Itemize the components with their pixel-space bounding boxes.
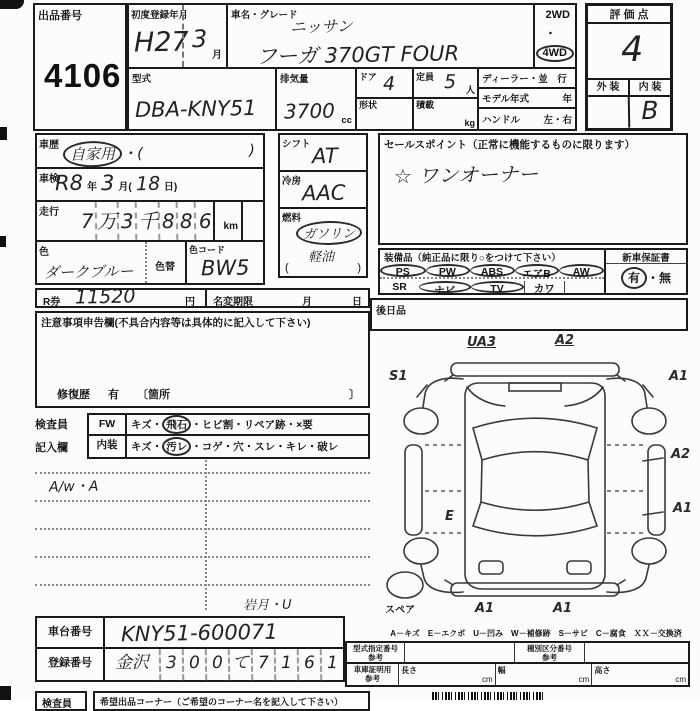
equipment-item: カワ	[524, 281, 564, 293]
type-designation-label: 型式指定番号	[353, 644, 398, 653]
dotted-rule	[35, 472, 370, 474]
model-code-label: 型式	[132, 74, 152, 85]
first-registration-month-cell	[182, 5, 226, 67]
ref-row2	[347, 664, 688, 685]
registration-digit: 3	[159, 649, 183, 680]
registration-prefix: 金沢	[114, 652, 150, 674]
mileage-digit: 3	[119, 202, 138, 240]
drive-separator: ・	[545, 28, 556, 40]
spare-tire-label: スペア	[385, 605, 415, 616]
inspector-row2-post: ・コゲ・穴・スレ・キレ・破レ	[191, 441, 339, 453]
equipment-item: AW	[559, 264, 604, 277]
first-registration-year: H27	[133, 26, 189, 59]
inspector-signature: 岩月・U	[242, 597, 292, 614]
model-code-box	[127, 67, 277, 131]
damage-legend: A－キズ E－エクボ U－凹み W－補修跡 S－サビ C－腐食 ＸＸ－交換済	[390, 629, 682, 638]
bottom-inspector-cell	[35, 691, 87, 711]
history-block	[35, 133, 265, 285]
equipment-item: PS	[380, 264, 426, 277]
score-header-row	[588, 78, 670, 97]
width-label: 幅	[497, 666, 506, 675]
type-designation-cell	[347, 643, 405, 662]
ref-suffix: 参考	[368, 653, 383, 663]
inspector-row2-pre: キズ・	[131, 441, 163, 453]
fuel-label: 燃料	[282, 213, 302, 224]
bottom-corner-label: 希望出品コーナー（ご希望のコーナー名を記入して下さい）	[100, 697, 344, 707]
width-cell	[496, 664, 593, 685]
chassis-label: 車台番号	[37, 618, 105, 647]
drive-type-box	[533, 3, 577, 69]
class-number-cell	[515, 643, 585, 662]
fuel-paren-open: (	[285, 262, 289, 274]
lot-number-box	[33, 3, 127, 131]
displacement-unit: cc	[341, 115, 352, 126]
color-value: ダークブルー	[43, 262, 134, 282]
capacity-load-box	[412, 67, 479, 131]
damage-marker: A1	[669, 369, 689, 384]
inspector-row2-key: 内装	[89, 436, 127, 457]
load-label: 積載	[416, 100, 435, 110]
first-registration-label: 初度登録年月	[131, 10, 189, 21]
car-schematic	[375, 333, 697, 625]
registration-row	[37, 649, 343, 680]
damage-diagram	[375, 333, 697, 625]
ac-label: 冷房	[282, 176, 302, 187]
history-value-selected: 自家用	[63, 141, 122, 168]
equipment-item: TV	[471, 281, 523, 293]
chassis-number: KNY51-600071	[120, 619, 278, 647]
model-year-unit: 年	[562, 94, 572, 105]
dotted-rule	[35, 528, 370, 530]
scan-mark	[0, 236, 6, 247]
damage-marker: A2	[555, 333, 575, 348]
equipment-label: 装備品（純正品に限り○をつけて下さい）	[384, 253, 561, 264]
bottom-inspector-label: 検査員	[42, 699, 72, 710]
equipment-row2	[380, 281, 604, 297]
handle-row	[479, 109, 575, 129]
inspection-month-unit: 月(	[118, 182, 132, 193]
score-box	[585, 3, 673, 131]
mileage-digit: 8	[178, 202, 197, 240]
ticket-row	[35, 285, 370, 309]
door-count: 4	[382, 72, 396, 96]
scan-mark	[0, 0, 24, 9]
bottom-cutoff-row	[35, 689, 370, 710]
capacity-label: 定員	[416, 72, 435, 82]
color-change-cell	[145, 242, 185, 283]
inspection-row	[37, 169, 263, 202]
ac-cell	[280, 172, 366, 209]
ac-value: AAC	[301, 180, 346, 206]
registration-digit: 1	[320, 649, 344, 680]
score-value: 4	[620, 29, 644, 71]
first-registration-box	[127, 3, 228, 69]
height-label: 高さ	[594, 666, 611, 675]
class-number-value	[585, 643, 688, 662]
inspector-table	[87, 413, 370, 459]
damage-marker: A2	[671, 447, 691, 462]
inspector-note: A/w・A	[48, 478, 99, 496]
score-title: 評 価 点	[588, 6, 670, 24]
inspector-row-interior	[89, 436, 368, 457]
repair-location-open: 〔箇所	[137, 389, 170, 401]
length-cell	[399, 664, 496, 685]
equipment-item: ナビ	[419, 281, 471, 293]
handle-options: 左・右	[543, 115, 572, 126]
inspector-row1-circled: 飛石	[162, 415, 191, 434]
shape-label: 形状	[359, 100, 378, 110]
maker-name: ニッサン	[289, 16, 353, 37]
ticket-label: R券	[43, 297, 61, 308]
door-cell	[357, 69, 412, 99]
month-suffix: 月	[212, 50, 222, 61]
capacity-unit: 人	[465, 85, 475, 95]
fuel-paren-close: )	[357, 262, 361, 274]
repair-location-close: 〕	[349, 389, 360, 401]
inspector-row-fw	[89, 415, 368, 436]
mileage-row	[37, 202, 263, 242]
color-change-label: 色替	[155, 262, 175, 273]
car-name-label: 車名・グレード	[231, 10, 298, 21]
equipment-row1	[380, 264, 604, 279]
name-change-day: 日	[352, 297, 362, 308]
type-designation-value	[405, 643, 515, 662]
exterior-grade	[588, 97, 631, 129]
dotted-rule	[35, 556, 370, 558]
registration-label: 登録番号	[37, 649, 105, 680]
model-year-row	[479, 89, 575, 109]
mileage-unit-cell	[213, 202, 243, 240]
warranty-label: 新車保証書	[606, 250, 686, 264]
mileage-digit: 8	[159, 202, 178, 240]
ticket-amount: 11520	[74, 285, 136, 309]
drive-2wd: 2WD	[545, 9, 570, 21]
fuel-gasoline-selected: ガソリン	[296, 220, 362, 245]
mileage-digit: 6	[198, 208, 212, 234]
inspection-year-unit: 年	[86, 182, 97, 193]
dotted-divider	[205, 460, 207, 610]
shift-label: シフト	[282, 139, 311, 150]
spec-column	[278, 133, 368, 278]
mileage-digit: 万	[97, 202, 120, 240]
exterior-label: 外 装	[588, 80, 630, 95]
interior-grade: B	[641, 95, 659, 126]
inspection-day: 18	[135, 172, 161, 196]
ref-suffix: 参考	[365, 674, 380, 684]
width-unit: cm	[578, 675, 590, 684]
color-label: 色	[39, 247, 49, 258]
dealer-label: ディーラー・並 行	[482, 74, 567, 85]
fuel-cell	[280, 209, 366, 276]
warranty-yes-selected: 有	[621, 267, 647, 289]
load-unit: kg	[464, 118, 475, 128]
displacement-label: 排気量	[280, 74, 309, 85]
dotted-rule	[35, 500, 370, 502]
sales-point-label: セールスポイント（正常に機能するものに限ります）	[384, 139, 636, 151]
warranty-separator: ・	[646, 271, 659, 285]
displacement-value: 3700	[283, 98, 336, 124]
later-items-label: 後日品	[376, 306, 406, 317]
sales-point-box	[378, 133, 688, 245]
inspection-month: 3	[100, 170, 115, 196]
garage-cert-cell	[347, 664, 399, 685]
damage-marker: A1	[553, 601, 573, 616]
inspector-row1-pre: キズ・	[131, 419, 163, 431]
first-registration-month: 3	[191, 24, 208, 54]
inspector-col-label1: 検査員	[35, 419, 68, 431]
load-cell	[414, 97, 477, 129]
damage-marker: A1	[475, 601, 495, 616]
inspector-col-label2: 記入欄	[35, 442, 68, 454]
name-change-cell	[205, 290, 368, 306]
inspector-area	[35, 413, 370, 459]
name-change-label: 名変期限	[213, 297, 253, 308]
history-row	[37, 135, 263, 169]
handle-label: ハンドル	[482, 115, 521, 126]
door-shape-box	[355, 67, 414, 131]
registration-digit: 6	[297, 649, 321, 680]
damage-marker: UA3	[467, 335, 497, 350]
shift-value: AT	[311, 143, 338, 169]
history-paren-close: )	[248, 140, 256, 160]
ref-suffix: 参考	[542, 653, 557, 663]
displacement-box	[275, 67, 357, 131]
color-row	[37, 242, 263, 283]
repair-history-label: 修復歴	[57, 389, 90, 401]
damage-marker: S1	[389, 369, 408, 384]
model-year-label: モデル年式	[482, 94, 530, 105]
warranty-no: 無	[659, 271, 672, 285]
registration-digit: 0	[205, 649, 229, 680]
lot-number-label: 出品番号	[38, 10, 82, 22]
model-code-value: DBA-KNY51	[134, 95, 257, 123]
color-code-label: 色コード	[189, 245, 226, 255]
history-label: 車歴	[39, 140, 59, 151]
lot-number-value: 4106	[44, 57, 122, 94]
dealer-row	[479, 69, 575, 89]
equipment-box	[378, 248, 606, 295]
mileage-unit: km	[223, 221, 238, 232]
notice-box	[35, 311, 370, 408]
scan-mark	[0, 686, 11, 700]
color-code-cell	[185, 242, 263, 283]
model-name: フーガ 370GT FOUR	[255, 41, 460, 69]
registration-digit: 1	[274, 649, 298, 680]
capacity-cell	[414, 69, 477, 99]
equipment-item: ABS	[470, 264, 515, 277]
barcode	[432, 692, 544, 700]
later-items-box	[370, 298, 688, 331]
registration-digit: 7	[251, 649, 275, 680]
length-label: 長さ	[401, 666, 417, 675]
score-value-row	[588, 97, 670, 128]
ref-row1	[347, 643, 688, 664]
mileage-digit: 7	[79, 202, 98, 240]
length-unit: cm	[482, 675, 493, 684]
sales-point-text: ☆ ワンオーナー	[393, 161, 539, 189]
interior-label: 内 装	[638, 82, 662, 93]
repair-history-value: 有	[108, 389, 119, 401]
equipment-item: SR	[392, 281, 407, 293]
notice-label: 注意事項申告欄(不具合内容等は具体的に記入して下さい)	[41, 317, 311, 329]
shape-cell	[357, 97, 412, 129]
id-table	[35, 616, 345, 682]
equipment-item: PW	[426, 264, 471, 277]
dealer-box	[477, 67, 577, 131]
height-cell	[592, 664, 688, 685]
height-unit: cm	[675, 675, 687, 684]
car-name-box	[226, 3, 535, 69]
mileage-label: 走行	[39, 207, 59, 218]
dotted-rule	[35, 584, 370, 586]
garage-cert-label: 車庫証明用	[353, 665, 392, 674]
history-paren-open: ・(	[121, 144, 144, 163]
inspector-row2-circled: 汚レ	[162, 437, 191, 456]
inspector-row1-post: ・ヒビ割・リペア跡・×要	[191, 419, 313, 431]
notes-area	[35, 460, 370, 620]
inspection-label: 車検	[39, 174, 59, 185]
inspector-row1-key: FW	[89, 415, 127, 434]
scan-mark	[0, 127, 7, 140]
inspection-year: R8	[54, 170, 84, 196]
registration-digit: 0	[182, 649, 206, 680]
ticket-unit: 円	[185, 297, 195, 308]
color-code-value: BW5	[200, 255, 250, 281]
bottom-corner-cell	[93, 691, 370, 711]
class-number-label: 種別区分番号	[527, 644, 572, 653]
inspection-day-unit: 日)	[163, 182, 178, 193]
equipment-item: エアB	[515, 264, 560, 277]
fuel-diesel: 軽油	[307, 249, 335, 266]
damage-marker: E	[445, 509, 454, 524]
equipment-item	[564, 281, 604, 293]
registration-digit: て	[228, 649, 252, 680]
shift-cell	[280, 135, 366, 172]
warranty-box	[604, 248, 688, 295]
door-label: ドア	[359, 72, 377, 82]
mileage-digit: 千	[137, 202, 160, 240]
reference-table	[345, 641, 690, 687]
damage-marker: A1	[673, 501, 693, 516]
chassis-row	[37, 618, 343, 649]
capacity-value: 5	[443, 70, 457, 94]
drive-4wd-selected: 4WD	[536, 45, 574, 62]
name-change-month: 月	[302, 297, 312, 308]
